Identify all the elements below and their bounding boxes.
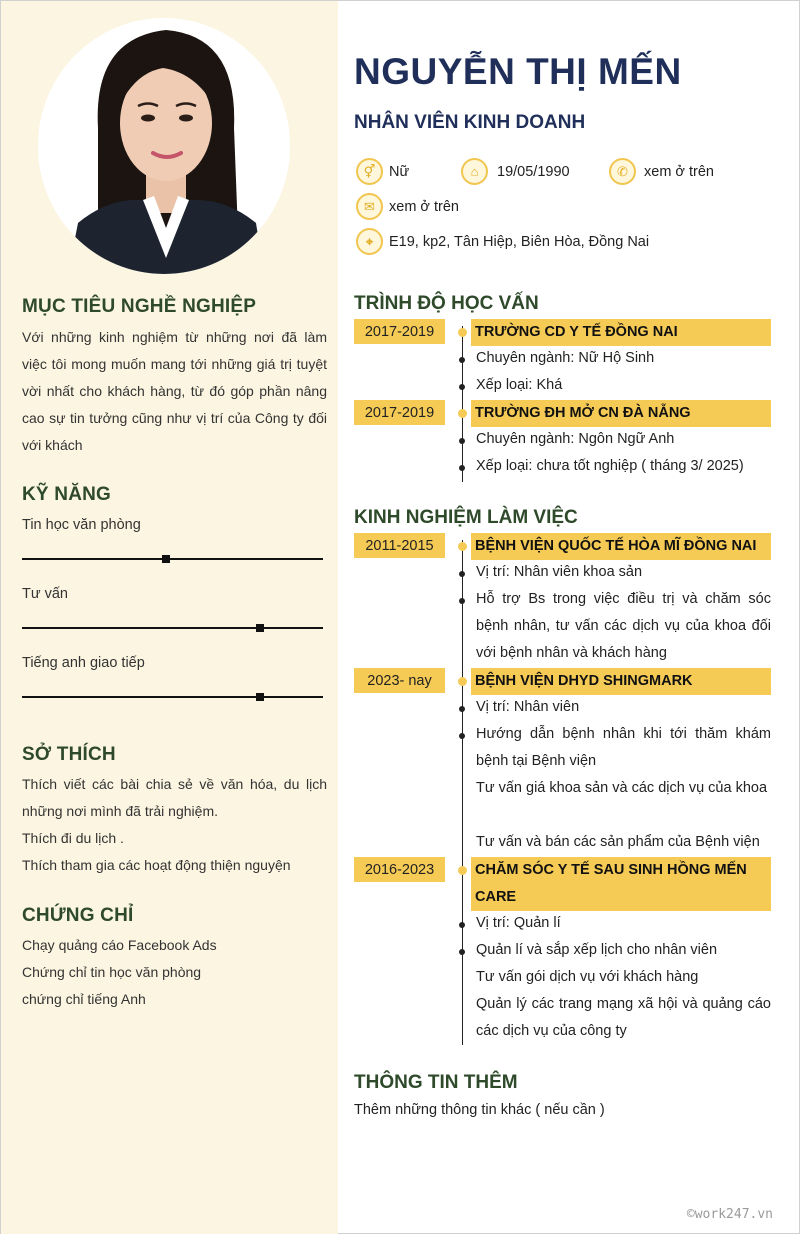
skill-level-bar [22, 558, 323, 560]
extra-info-text: Thêm những thông tin khác ( nếu cần ) [354, 1102, 605, 1118]
phone-icon: ✆ [609, 158, 636, 185]
bullet-dot [459, 598, 465, 604]
gender-info [356, 158, 409, 185]
birthday-info [461, 158, 570, 185]
experience-timeline [462, 540, 463, 1045]
timeline-dot [458, 866, 467, 875]
candidate-role: NHÂN VIÊN KINH DOANH [354, 112, 586, 133]
skill-level-marker [256, 693, 264, 701]
education-detail: Chuyên ngành: Nữ Hộ Sinh [476, 350, 655, 366]
bullet-dot [459, 465, 465, 471]
experience-detail: Vị trí: Nhân viên [476, 699, 580, 715]
company-name: BỆNH VIỆN QUỐC TẾ HÒA MĨ ĐỒNG NAI [471, 533, 771, 560]
location-icon: ⌖ [356, 228, 383, 255]
skill-name: Tư vấn [22, 586, 68, 602]
education-heading: TRÌNH ĐỘ HỌC VẤN [354, 293, 539, 314]
candidate-name: NGUYỄN THỊ MẾN [354, 51, 682, 92]
objective-heading: MỤC TIÊU NGHỀ NGHIỆP [22, 296, 257, 317]
experience-detail: Quản lí và sắp xếp lịch cho nhân viên [476, 942, 718, 958]
mail-icon: ✉ [356, 193, 383, 220]
phone-value: xem ở trên [644, 163, 714, 180]
certificates-section [22, 905, 327, 1013]
phone-info [609, 158, 714, 185]
timeline-dot [458, 677, 467, 686]
certificates-heading: CHỨNG CHỈ [22, 905, 134, 926]
timeline-dot [458, 542, 467, 551]
skills-heading: KỸ NĂNG [22, 484, 112, 505]
portrait-illustration [38, 18, 290, 274]
certificate-line: Chứng chỉ tin học văn phòng [22, 964, 202, 980]
experience-detail: Vị trí: Nhân viên khoa sản [476, 564, 643, 580]
hobbies-section [22, 744, 327, 879]
bullet-dot [459, 438, 465, 444]
experience-heading: KINH NGHIỆM LÀM VIỆC [354, 507, 578, 528]
bullet-dot [459, 922, 465, 928]
bullet-dot [459, 706, 465, 712]
address-value: E19, kp2, Tân Hiệp, Biên Hòa, Đồng Nai [389, 233, 650, 250]
skill-item [22, 655, 327, 698]
hobby-line: Thích tham gia các hoạt động thiện nguyện [22, 857, 291, 873]
hobby-line: Thích đi du lịch . [22, 830, 124, 846]
skills-section [22, 484, 327, 506]
gender-icon: ⚥ [356, 158, 383, 185]
education-years: 2017-2019 [354, 319, 445, 344]
skill-level-bar [22, 696, 323, 698]
objective-section [22, 296, 327, 459]
bullet-dot [459, 571, 465, 577]
experience-detail: Tư vấn gói dịch vụ với khách hàng [476, 969, 699, 985]
experience-years: 2016-2023 [354, 857, 445, 882]
experience-years: 2011-2015 [354, 533, 445, 558]
timeline-dot [458, 328, 467, 337]
profile-photo [38, 18, 290, 274]
education-detail: Chuyên ngành: Ngôn Ngữ Anh [476, 431, 675, 447]
skill-name: Tiếng anh giao tiếp [22, 655, 145, 671]
watermark: ©work247.vn [686, 1207, 773, 1222]
main-content [338, 1, 800, 1234]
experience-detail: Tư vấn và bán các sản phẩm của Bệnh viện [476, 834, 760, 850]
skill-level-marker [256, 624, 264, 632]
skill-level-bar [22, 627, 323, 629]
school-name: TRƯỜNG CD Y TẾ ĐỒNG NAI [471, 319, 771, 346]
gender-value: Nữ [389, 163, 410, 180]
bullet-dot [459, 733, 465, 739]
experience-years: 2023- nay [354, 668, 445, 693]
school-name: TRƯỜNG ĐH MỞ CN ĐÀ NẴNG [471, 400, 771, 427]
experience-detail: Tư vấn giá khoa sản và các dịch vụ của khoa [476, 780, 768, 796]
email-value: xem ở trên [389, 198, 459, 215]
timeline-dot [458, 409, 467, 418]
education-timeline [462, 326, 463, 482]
certificate-line: Chạy quảng cáo Facebook Ads [22, 937, 217, 953]
education-detail: Xếp loại: Khá [476, 377, 563, 393]
objective-text: Với những kinh nghiệm từ những nơi đã làm việc tôi mong muốn mang tới những giá trị tuyệt vời nhất cho khách hàng, từ đó góp phần nâng cao sự tin tưởng cũng như vị trí của Công ty đối với khách [22, 329, 327, 453]
hobby-line: Thích viết các bài chia sẻ về văn hóa, du lịch những nơi mình đã trải nghiệm. [22, 776, 327, 819]
skill-level-marker [162, 555, 170, 563]
bullet-dot [459, 384, 465, 390]
bullet-dot [459, 949, 465, 955]
skill-name: Tin học văn phòng [22, 517, 141, 533]
company-name: BỆNH VIỆN DHYD SHINGMARK [471, 668, 771, 695]
education-detail: Xếp loại: chưa tốt nghiệp ( tháng 3/ 2025) [476, 458, 744, 474]
hobbies-heading: SỞ THÍCH [22, 744, 116, 765]
experience-detail: Hỗ trợ Bs trong việc điều trị và chăm sóc bệnh nhân, tư vấn các dịch vụ của khoa đối với bệnh nhân và khách hàng [476, 591, 771, 661]
bullet-dot [459, 357, 465, 363]
cake-icon: ⌂ [461, 158, 488, 185]
company-name: CHĂM SÓC Y TẾ SAU SINH HỒNG MẾN CARE [471, 857, 771, 911]
skill-item [22, 586, 327, 629]
address-info [356, 228, 649, 255]
email-info [356, 193, 459, 220]
experience-detail: Vị trí: Quản lí [476, 915, 561, 931]
certificate-line: chứng chỉ tiếng Anh [22, 991, 146, 1007]
extra-info-heading: THÔNG TIN THÊM [354, 1072, 518, 1093]
experience-detail: Quản lý các trang mạng xã hội và quảng cáo các dịch vụ của công ty [476, 996, 771, 1039]
sidebar [1, 1, 338, 1234]
birthday-value: 19/05/1990 [497, 163, 570, 180]
skill-item [22, 517, 327, 560]
experience-detail: Hướng dẫn bệnh nhân khi tới thăm khám bệnh tại Bệnh viện [476, 726, 771, 769]
education-years: 2017-2019 [354, 400, 445, 425]
